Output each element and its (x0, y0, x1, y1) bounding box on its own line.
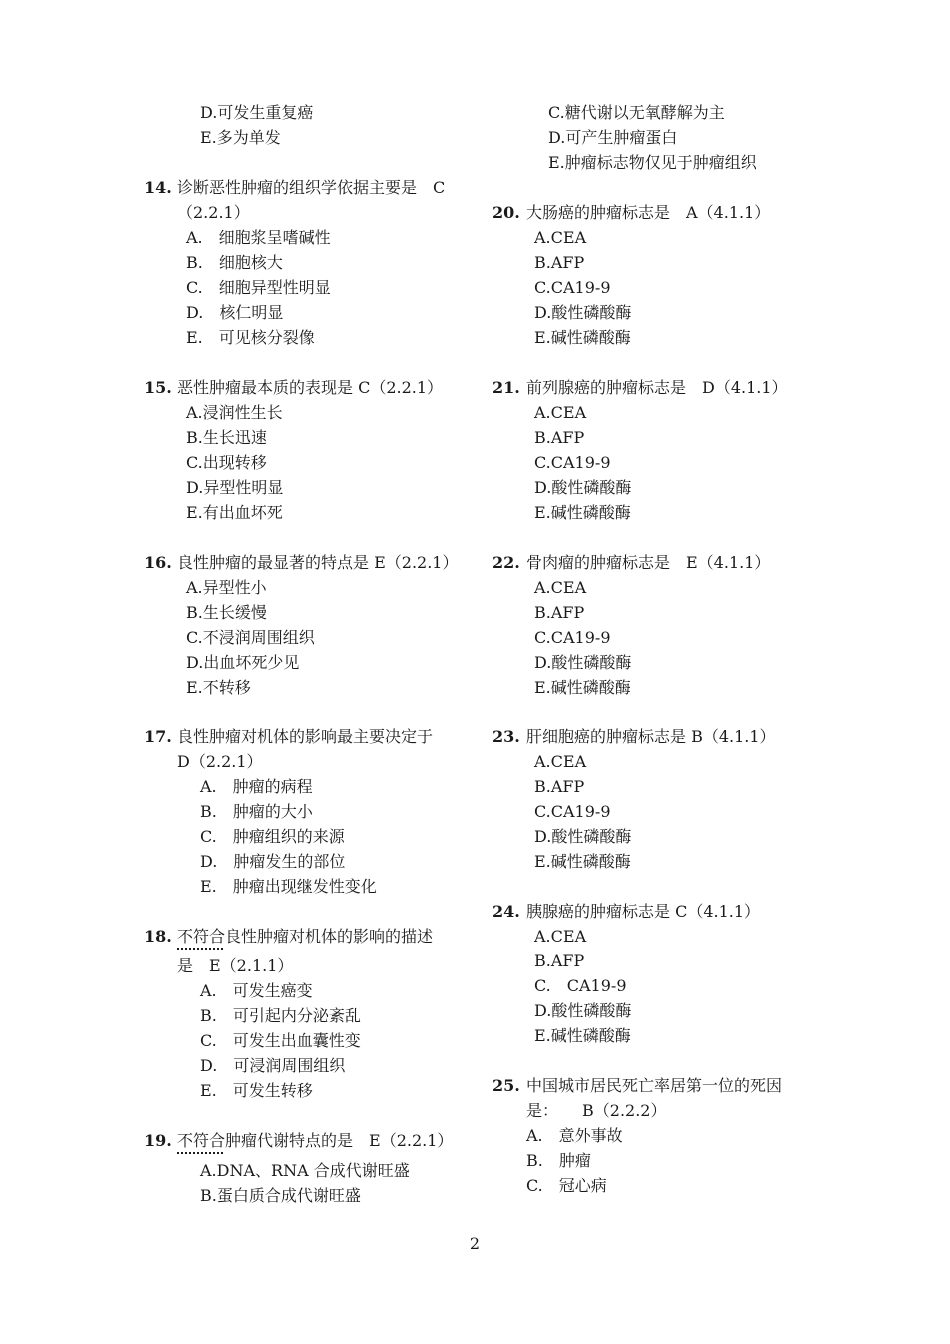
q20-number: 20. (492, 203, 520, 222)
q24-option-d: D.酸性磷酸酶 (534, 1001, 632, 1020)
q18-option-d: D. 可浸润周围组织 (200, 1056, 346, 1075)
q14-option-d: D. 核仁明显 (186, 303, 284, 322)
q17-option-a: A. 肿瘤的病程 (200, 777, 313, 796)
q25-stem-line2: 是： B（2.2.2） (526, 1101, 667, 1120)
q19-stem (177, 1131, 453, 1151)
q18-option-c: C. 可发生出血囊性变 (200, 1031, 361, 1050)
q21-option-a: A.CEA (534, 403, 587, 422)
q19-stem-rest: 肿瘤代谢特点的是 E（2.2.1） (225, 1131, 454, 1150)
q25-option-a: A. 意外事故 (526, 1126, 623, 1145)
q21-option-c: C.CA19-9 (534, 453, 611, 472)
q17-option-c: C. 肿瘤组织的来源 (200, 827, 345, 846)
q25-option-b: B. 肿瘤 (526, 1151, 591, 1170)
q14-option-a: A. 细胞浆呈嗜碱性 (186, 228, 331, 247)
q17-option-b: B. 肿瘤的大小 (200, 802, 313, 821)
q15-option-b: B.生长迅速 (186, 428, 267, 447)
q23-option-c: C.CA19-9 (534, 802, 611, 821)
q19-emphasis: 不符合 (177, 1131, 226, 1150)
q16-number: 16. (144, 553, 172, 572)
page-number: 2 (469, 1234, 481, 1253)
q21-option-b: B.AFP (534, 428, 585, 447)
q16-option-d: D.出血坏死少见 (186, 653, 300, 672)
q20-option-b: B.AFP (534, 253, 585, 272)
q15-number: 15. (144, 378, 172, 397)
q14-option-b: B. 细胞核大 (186, 253, 283, 272)
q16-option-c: C.不浸润周围组织 (186, 628, 315, 647)
q14-option-c: C. 细胞异型性明显 (186, 278, 331, 297)
q21-stem: 前列腺癌的肿瘤标志是 D（4.1.1） (526, 378, 788, 397)
q21-option-e: E.碱性磷酸酶 (534, 503, 631, 522)
q24-option-a: A.CEA (534, 927, 587, 946)
q21-option-d: D.酸性磷酸酶 (534, 478, 632, 497)
q21-number: 21. (492, 378, 520, 397)
q15-option-d: D.异型性明显 (186, 478, 284, 497)
q17-number: 17. (144, 727, 172, 746)
q20-option-c: C.CA19-9 (534, 278, 611, 297)
q22-stem: 骨肉瘤的肿瘤标志是 E（4.1.1） (526, 553, 771, 572)
q16-option-b: B.生长缓慢 (186, 603, 267, 622)
q14-option-e: E. 可见核分裂像 (186, 328, 315, 347)
q22-option-d: D.酸性磷酸酶 (534, 653, 632, 672)
q19-option-d: D.可产生肿瘤蛋白 (548, 128, 678, 147)
q23-option-e: E.碱性磷酸酶 (534, 852, 631, 871)
q24-option-e: E.碱性磷酸酶 (534, 1026, 631, 1045)
q22-option-b: B.AFP (534, 603, 585, 622)
q13-option-e: E.多为单发 (200, 128, 281, 147)
q24-stem: 胰腺癌的肿瘤标志是 C（4.1.1） (526, 902, 761, 921)
q20-stem: 大肠癌的肿瘤标志是 A（4.1.1） (526, 203, 771, 222)
q18-stem-rest: 良性肿瘤对机体的影响的描述 (225, 927, 434, 946)
q19-option-a: A.DNA、RNA 合成代谢旺盛 (200, 1161, 410, 1180)
q25-option-c: C. 冠心病 (526, 1176, 607, 1195)
q23-stem: 肝细胞癌的肿瘤标志是 B（4.1.1） (526, 727, 776, 746)
q20-option-d: D.酸性磷酸酶 (534, 303, 632, 322)
q22-number: 22. (492, 553, 520, 572)
q17-stem-line2: D（2.2.1） (177, 752, 263, 771)
q18-option-b: B. 可引起内分泌紊乱 (200, 1006, 361, 1025)
q15-option-c: C.出现转移 (186, 453, 267, 472)
q13-option-d: D.可发生重复癌 (200, 103, 314, 122)
q16-option-a: A.异型性小 (186, 578, 267, 597)
q23-option-d: D.酸性磷酸酶 (534, 827, 632, 846)
q16-option-e: E.不转移 (186, 678, 251, 697)
q14-stem-line1: 诊断恶性肿瘤的组织学依据主要是 C (177, 178, 446, 197)
q18-stem-line1 (177, 927, 433, 947)
q18-stem-line2: 是 E（2.1.1） (177, 956, 294, 975)
q24-number: 24. (492, 902, 520, 921)
q15-option-a: A.浸润性生长 (186, 403, 283, 422)
q24-option-c: C. CA19-9 (534, 976, 627, 995)
q17-stem-line1: 良性肿瘤对机体的影响最主要决定于 (177, 727, 434, 746)
q20-option-e: E.碱性磷酸酶 (534, 328, 631, 347)
q22-option-a: A.CEA (534, 578, 587, 597)
q24-option-b: B.AFP (534, 951, 585, 970)
q19-option-e: E.肿瘤标志物仅见于肿瘤组织 (548, 153, 757, 172)
q19-option-c: C.糖代谢以无氧酵解为主 (548, 103, 725, 122)
q14-number: 14. (144, 178, 172, 197)
q15-stem: 恶性肿瘤最本质的表现是 C（2.2.1） (177, 378, 444, 397)
q22-option-c: C.CA19-9 (534, 628, 611, 647)
q15-option-e: E.有出血坏死 (186, 503, 283, 522)
q18-emphasis: 不符合 (177, 927, 226, 946)
q16-stem: 良性肿瘤的最显著的特点是 E（2.2.1） (177, 553, 459, 572)
q18-number: 18. (144, 927, 172, 946)
q19-option-b: B.蛋白质合成代谢旺盛 (200, 1186, 361, 1205)
q23-option-a: A.CEA (534, 752, 587, 771)
q22-option-e: E.碱性磷酸酶 (534, 678, 631, 697)
q25-stem-line1: 中国城市居民死亡率居第一位的死因 (526, 1076, 783, 1095)
q17-option-e: E. 肿瘤出现继发性变化 (200, 877, 377, 896)
q23-number: 23. (492, 727, 520, 746)
q20-option-a: A.CEA (534, 228, 587, 247)
q18-option-e: E. 可发生转移 (200, 1081, 313, 1100)
q18-option-a: A. 可发生癌变 (200, 981, 313, 1000)
q25-number: 25. (492, 1076, 520, 1095)
q23-option-b: B.AFP (534, 777, 585, 796)
q17-option-d: D. 肿瘤发生的部位 (200, 852, 346, 871)
q19-number: 19. (144, 1131, 172, 1150)
q14-stem-line2: （2.2.1） (177, 203, 250, 222)
